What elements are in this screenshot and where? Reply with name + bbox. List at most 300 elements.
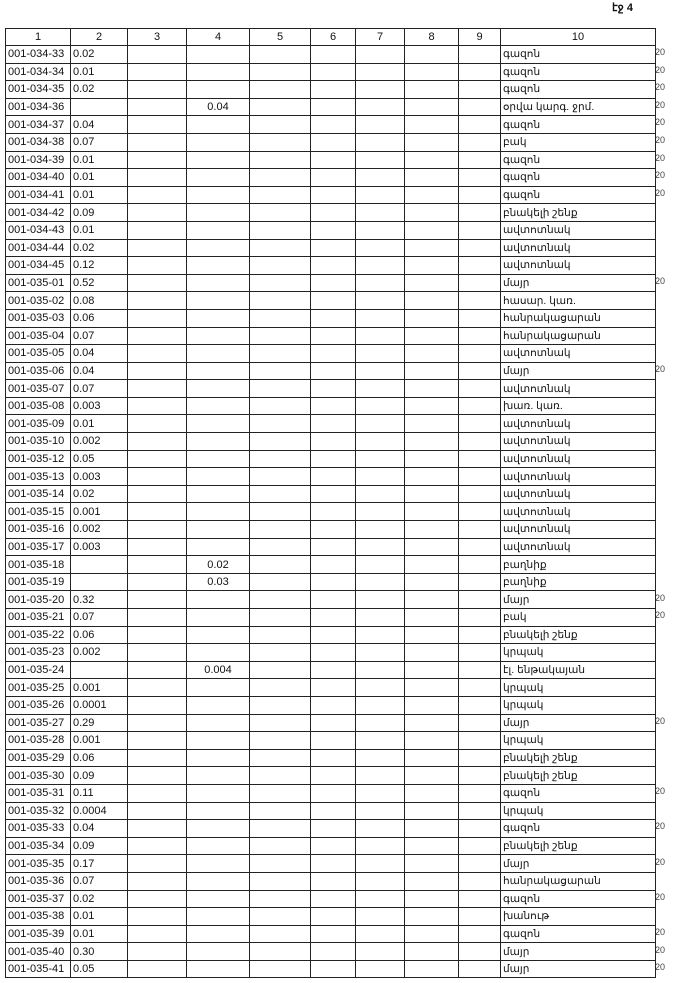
empty-cell bbox=[459, 327, 501, 345]
cell-c10: ավտոտնակ bbox=[501, 345, 656, 363]
cell-c2: 0.02 bbox=[71, 890, 128, 908]
empty-cell bbox=[128, 221, 187, 239]
cell-c4 bbox=[187, 116, 250, 134]
empty-cell bbox=[356, 503, 405, 521]
cell-c4 bbox=[187, 591, 250, 609]
table-row bbox=[6, 239, 656, 257]
empty-cell bbox=[311, 556, 356, 574]
cell-c2: 0.07 bbox=[71, 327, 128, 345]
empty-cell bbox=[311, 591, 356, 609]
cell-id: 001-035-26 bbox=[6, 696, 71, 714]
empty-cell bbox=[405, 679, 459, 697]
cell-c2 bbox=[71, 573, 128, 591]
empty-cell bbox=[250, 784, 311, 802]
empty-cell bbox=[459, 890, 501, 908]
cell-c10: խառ. կառ. bbox=[501, 397, 656, 415]
cell-c10: մայր bbox=[501, 855, 656, 873]
empty-cell bbox=[128, 556, 187, 574]
cell-c10: ավտոտնակ bbox=[501, 239, 656, 257]
table-row bbox=[6, 204, 656, 222]
empty-cell bbox=[356, 239, 405, 257]
cell-c4 bbox=[187, 468, 250, 486]
cell-c4 bbox=[187, 802, 250, 820]
empty-cell bbox=[356, 345, 405, 363]
table-row bbox=[6, 327, 656, 345]
cell-id: 001-034-35 bbox=[6, 81, 71, 99]
cell-c10: ավտոտնակ bbox=[501, 415, 656, 433]
empty-cell bbox=[311, 274, 356, 292]
empty-cell bbox=[311, 433, 356, 451]
empty-cell bbox=[250, 116, 311, 134]
empty-cell bbox=[128, 661, 187, 679]
empty-cell bbox=[459, 151, 501, 169]
cell-c4 bbox=[187, 380, 250, 398]
empty-cell bbox=[311, 644, 356, 662]
empty-cell bbox=[405, 784, 459, 802]
table-row bbox=[6, 221, 656, 239]
empty-cell bbox=[128, 960, 187, 978]
margin-mark: 20 bbox=[655, 363, 666, 374]
empty-cell bbox=[250, 345, 311, 363]
cell-c2: 0.06 bbox=[71, 626, 128, 644]
cell-c10: բակ bbox=[501, 133, 656, 151]
margin-mark: 20 bbox=[655, 592, 666, 603]
margin-mark: 20 bbox=[655, 786, 666, 797]
cell-id: 001-035-05 bbox=[6, 345, 71, 363]
empty-cell bbox=[356, 925, 405, 943]
empty-cell bbox=[356, 732, 405, 750]
cell-c2: 0.0004 bbox=[71, 802, 128, 820]
empty-cell bbox=[311, 802, 356, 820]
cell-c4 bbox=[187, 696, 250, 714]
cell-c4 bbox=[187, 925, 250, 943]
cell-c2: 0.07 bbox=[71, 872, 128, 890]
empty-cell bbox=[250, 732, 311, 750]
table-row bbox=[6, 609, 656, 627]
empty-cell bbox=[405, 872, 459, 890]
empty-cell bbox=[459, 538, 501, 556]
cell-c2: 0.52 bbox=[71, 274, 128, 292]
cell-c4 bbox=[187, 309, 250, 327]
empty-cell bbox=[459, 362, 501, 380]
empty-cell bbox=[459, 872, 501, 890]
empty-cell bbox=[250, 186, 311, 204]
cell-c2: 0.003 bbox=[71, 397, 128, 415]
empty-cell bbox=[250, 503, 311, 521]
empty-cell bbox=[356, 626, 405, 644]
cell-id: 001-034-34 bbox=[6, 63, 71, 81]
cell-c4 bbox=[187, 521, 250, 539]
empty-cell bbox=[250, 485, 311, 503]
empty-cell bbox=[405, 63, 459, 81]
cell-id: 001-034-43 bbox=[6, 221, 71, 239]
cell-c2: 0.001 bbox=[71, 503, 128, 521]
cell-c4 bbox=[187, 362, 250, 380]
empty-cell bbox=[459, 63, 501, 81]
empty-cell bbox=[128, 591, 187, 609]
page-number: էջ 4 bbox=[612, 2, 633, 14]
cell-c2: 0.003 bbox=[71, 538, 128, 556]
column-header: 9 bbox=[459, 29, 501, 46]
cell-id: 001-035-17 bbox=[6, 538, 71, 556]
empty-cell bbox=[356, 485, 405, 503]
cell-c4 bbox=[187, 450, 250, 468]
empty-cell bbox=[128, 362, 187, 380]
margin-mark: 20 bbox=[655, 64, 666, 75]
cell-id: 001-035-07 bbox=[6, 380, 71, 398]
empty-cell bbox=[356, 696, 405, 714]
empty-cell bbox=[311, 503, 356, 521]
table-row bbox=[6, 380, 656, 398]
margin-mark: 20 bbox=[655, 170, 666, 181]
cell-id: 001-034-40 bbox=[6, 169, 71, 187]
cell-c2: 0.09 bbox=[71, 837, 128, 855]
cell-c2: 0.07 bbox=[71, 609, 128, 627]
cell-c2: 0.01 bbox=[71, 186, 128, 204]
empty-cell bbox=[128, 644, 187, 662]
table-row bbox=[6, 309, 656, 327]
cell-id: 001-035-22 bbox=[6, 626, 71, 644]
empty-cell bbox=[356, 221, 405, 239]
empty-cell bbox=[128, 133, 187, 151]
cell-c10: հասար. կառ. bbox=[501, 292, 656, 310]
empty-cell bbox=[128, 837, 187, 855]
empty-cell bbox=[250, 591, 311, 609]
empty-cell bbox=[311, 679, 356, 697]
cell-id: 001-035-19 bbox=[6, 573, 71, 591]
empty-cell bbox=[405, 204, 459, 222]
cell-id: 001-035-39 bbox=[6, 925, 71, 943]
cell-c10: մայր bbox=[501, 591, 656, 609]
empty-cell bbox=[311, 696, 356, 714]
cell-c10: ավտոտնակ bbox=[501, 538, 656, 556]
cell-c4 bbox=[187, 485, 250, 503]
empty-cell bbox=[250, 802, 311, 820]
cell-c10: բնակելի շենք bbox=[501, 749, 656, 767]
cell-c10: ավտոտնակ bbox=[501, 450, 656, 468]
cell-id: 001-035-33 bbox=[6, 820, 71, 838]
cell-id: 001-034-45 bbox=[6, 257, 71, 275]
empty-cell bbox=[459, 274, 501, 292]
margin-mark: 20 bbox=[655, 135, 666, 145]
cell-c10: ավտոտնակ bbox=[501, 221, 656, 239]
table-row bbox=[6, 274, 656, 292]
empty-cell bbox=[356, 397, 405, 415]
empty-cell bbox=[128, 186, 187, 204]
empty-cell bbox=[405, 855, 459, 873]
empty-cell bbox=[128, 538, 187, 556]
cell-id: 001-034-37 bbox=[6, 116, 71, 134]
empty-cell bbox=[356, 749, 405, 767]
empty-cell bbox=[405, 696, 459, 714]
cell-c2: 0.08 bbox=[71, 292, 128, 310]
cell-id: 001-035-35 bbox=[6, 855, 71, 873]
empty-cell bbox=[128, 855, 187, 873]
margin-mark: 20 bbox=[655, 610, 666, 621]
empty-cell bbox=[459, 450, 501, 468]
empty-cell bbox=[405, 503, 459, 521]
empty-cell bbox=[311, 450, 356, 468]
cell-c10: ավտոտնակ bbox=[501, 521, 656, 539]
cell-id: 001-035-02 bbox=[6, 292, 71, 310]
table-row bbox=[6, 116, 656, 134]
empty-cell bbox=[128, 63, 187, 81]
column-header: 4 bbox=[187, 29, 250, 46]
empty-cell bbox=[459, 116, 501, 134]
cell-id: 001-034-38 bbox=[6, 133, 71, 151]
empty-cell bbox=[250, 63, 311, 81]
cell-c10: ավտոտնակ bbox=[501, 503, 656, 521]
cell-c4 bbox=[187, 397, 250, 415]
cell-id: 001-035-40 bbox=[6, 943, 71, 961]
cell-c2: 0.09 bbox=[71, 767, 128, 785]
cell-c2: 0.12 bbox=[71, 257, 128, 275]
cell-c4 bbox=[187, 820, 250, 838]
cell-id: 001-035-41 bbox=[6, 960, 71, 978]
empty-cell bbox=[128, 573, 187, 591]
cell-c4: 0.02 bbox=[187, 556, 250, 574]
land-register-table bbox=[5, 28, 656, 978]
column-header: 2 bbox=[71, 29, 128, 46]
cell-c2: 0.02 bbox=[71, 81, 128, 99]
cell-c10: ավտոտնակ bbox=[501, 433, 656, 451]
empty-cell bbox=[356, 556, 405, 574]
cell-c10: բաղնիք bbox=[501, 573, 656, 591]
empty-cell bbox=[405, 714, 459, 732]
cell-c2: 0.29 bbox=[71, 714, 128, 732]
table-row bbox=[6, 644, 656, 662]
empty-cell bbox=[311, 309, 356, 327]
cell-id: 001-035-29 bbox=[6, 749, 71, 767]
cell-c4 bbox=[187, 837, 250, 855]
table-row bbox=[6, 450, 656, 468]
margin-mark: 20 bbox=[655, 891, 666, 902]
table-row bbox=[6, 890, 656, 908]
empty-cell bbox=[311, 116, 356, 134]
empty-cell bbox=[311, 626, 356, 644]
empty-cell bbox=[405, 609, 459, 627]
cell-c2: 0.002 bbox=[71, 433, 128, 451]
empty-cell bbox=[128, 204, 187, 222]
table-row bbox=[6, 468, 656, 486]
table-row bbox=[6, 679, 656, 697]
cell-c10: կրպակ bbox=[501, 732, 656, 750]
empty-cell bbox=[311, 943, 356, 961]
empty-cell bbox=[405, 573, 459, 591]
cell-c10: կրպակ bbox=[501, 644, 656, 662]
cell-c2 bbox=[71, 98, 128, 116]
cell-c2: 0.02 bbox=[71, 485, 128, 503]
table-row bbox=[6, 837, 656, 855]
table-row bbox=[6, 556, 656, 574]
empty-cell bbox=[405, 169, 459, 187]
header-row bbox=[6, 29, 656, 46]
cell-c4 bbox=[187, 855, 250, 873]
empty-cell bbox=[311, 960, 356, 978]
cell-id: 001-035-31 bbox=[6, 784, 71, 802]
empty-cell bbox=[356, 855, 405, 873]
table-row bbox=[6, 186, 656, 204]
empty-cell bbox=[405, 433, 459, 451]
cell-id: 001-035-21 bbox=[6, 609, 71, 627]
cell-c2: 0.06 bbox=[71, 309, 128, 327]
empty-cell bbox=[459, 573, 501, 591]
cell-c4 bbox=[187, 345, 250, 363]
margin-mark: 20 bbox=[655, 715, 666, 726]
empty-cell bbox=[311, 661, 356, 679]
empty-cell bbox=[405, 362, 459, 380]
cell-id: 001-035-24 bbox=[6, 661, 71, 679]
empty-cell bbox=[250, 151, 311, 169]
table-row bbox=[6, 802, 656, 820]
cell-c2: 0.17 bbox=[71, 855, 128, 873]
margin-mark: 20 bbox=[655, 152, 666, 163]
empty-cell bbox=[128, 239, 187, 257]
cell-id: 001-034-33 bbox=[6, 46, 71, 64]
cell-c2: 0.01 bbox=[71, 908, 128, 926]
empty-cell bbox=[128, 696, 187, 714]
cell-c4 bbox=[187, 960, 250, 978]
empty-cell bbox=[459, 503, 501, 521]
empty-cell bbox=[128, 485, 187, 503]
empty-cell bbox=[311, 345, 356, 363]
empty-cell bbox=[459, 221, 501, 239]
cell-id: 001-035-27 bbox=[6, 714, 71, 732]
empty-cell bbox=[459, 98, 501, 116]
empty-cell bbox=[128, 943, 187, 961]
empty-cell bbox=[459, 767, 501, 785]
empty-cell bbox=[128, 802, 187, 820]
empty-cell bbox=[311, 485, 356, 503]
empty-cell bbox=[128, 679, 187, 697]
cell-c2: 0.32 bbox=[71, 591, 128, 609]
empty-cell bbox=[405, 820, 459, 838]
empty-cell bbox=[128, 116, 187, 134]
empty-cell bbox=[250, 433, 311, 451]
empty-cell bbox=[311, 521, 356, 539]
empty-cell bbox=[128, 450, 187, 468]
cell-c10: կրպակ bbox=[501, 679, 656, 697]
cell-c4 bbox=[187, 872, 250, 890]
empty-cell bbox=[250, 573, 311, 591]
cell-c10: բնակելի շենք bbox=[501, 626, 656, 644]
cell-c2: 0.07 bbox=[71, 133, 128, 151]
table-row bbox=[6, 855, 656, 873]
cell-id: 001-035-14 bbox=[6, 485, 71, 503]
empty-cell bbox=[459, 784, 501, 802]
empty-cell bbox=[128, 767, 187, 785]
margin-mark: 20 bbox=[655, 47, 666, 57]
empty-cell bbox=[405, 239, 459, 257]
empty-cell bbox=[250, 890, 311, 908]
cell-c10: խանութ bbox=[501, 908, 656, 926]
empty-cell bbox=[311, 327, 356, 345]
empty-cell bbox=[405, 327, 459, 345]
empty-cell bbox=[250, 855, 311, 873]
empty-cell bbox=[459, 292, 501, 310]
empty-cell bbox=[311, 362, 356, 380]
empty-cell bbox=[250, 556, 311, 574]
table-row bbox=[6, 362, 656, 380]
empty-cell bbox=[311, 890, 356, 908]
table-row bbox=[6, 820, 656, 838]
empty-cell bbox=[250, 696, 311, 714]
empty-cell bbox=[128, 98, 187, 116]
cell-c4 bbox=[187, 767, 250, 785]
empty-cell bbox=[250, 943, 311, 961]
cell-c2 bbox=[71, 556, 128, 574]
margin-mark: 20 bbox=[655, 856, 666, 867]
table-row bbox=[6, 943, 656, 961]
cell-id: 001-035-36 bbox=[6, 872, 71, 890]
empty-cell bbox=[459, 433, 501, 451]
cell-id: 001-034-39 bbox=[6, 151, 71, 169]
empty-cell bbox=[459, 609, 501, 627]
empty-cell bbox=[311, 837, 356, 855]
empty-cell bbox=[405, 81, 459, 99]
empty-cell bbox=[250, 239, 311, 257]
empty-cell bbox=[356, 327, 405, 345]
empty-cell bbox=[250, 380, 311, 398]
empty-cell bbox=[311, 380, 356, 398]
cell-id: 001-035-09 bbox=[6, 415, 71, 433]
empty-cell bbox=[250, 221, 311, 239]
cell-c2: 0.07 bbox=[71, 380, 128, 398]
cell-c10: գազոն bbox=[501, 169, 656, 187]
empty-cell bbox=[311, 292, 356, 310]
empty-cell bbox=[405, 46, 459, 64]
empty-cell bbox=[250, 626, 311, 644]
empty-cell bbox=[250, 749, 311, 767]
empty-cell bbox=[356, 468, 405, 486]
empty-cell bbox=[405, 345, 459, 363]
empty-cell bbox=[311, 468, 356, 486]
table-row bbox=[6, 784, 656, 802]
cell-c2: 0.04 bbox=[71, 820, 128, 838]
cell-c10: գազոն bbox=[501, 186, 656, 204]
cell-id: 001-035-23 bbox=[6, 644, 71, 662]
cell-c4 bbox=[187, 714, 250, 732]
empty-cell bbox=[356, 591, 405, 609]
empty-cell bbox=[128, 274, 187, 292]
cell-c4 bbox=[187, 327, 250, 345]
empty-cell bbox=[356, 46, 405, 64]
table-row bbox=[6, 345, 656, 363]
cell-c10: ավտոտնակ bbox=[501, 468, 656, 486]
empty-cell bbox=[405, 802, 459, 820]
empty-cell bbox=[356, 767, 405, 785]
empty-cell bbox=[459, 855, 501, 873]
empty-cell bbox=[311, 397, 356, 415]
empty-cell bbox=[405, 943, 459, 961]
table-row bbox=[6, 732, 656, 750]
empty-cell bbox=[128, 626, 187, 644]
empty-cell bbox=[128, 415, 187, 433]
table-row bbox=[6, 538, 656, 556]
margin-mark: 20 bbox=[655, 962, 666, 973]
empty-cell bbox=[405, 151, 459, 169]
cell-c10: հանրակացարան bbox=[501, 327, 656, 345]
empty-cell bbox=[459, 943, 501, 961]
cell-c4 bbox=[187, 46, 250, 64]
empty-cell bbox=[405, 661, 459, 679]
empty-cell bbox=[356, 257, 405, 275]
cell-id: 001-035-10 bbox=[6, 433, 71, 451]
cell-c2: 0.01 bbox=[71, 221, 128, 239]
empty-cell bbox=[311, 186, 356, 204]
empty-cell bbox=[311, 767, 356, 785]
empty-cell bbox=[356, 960, 405, 978]
